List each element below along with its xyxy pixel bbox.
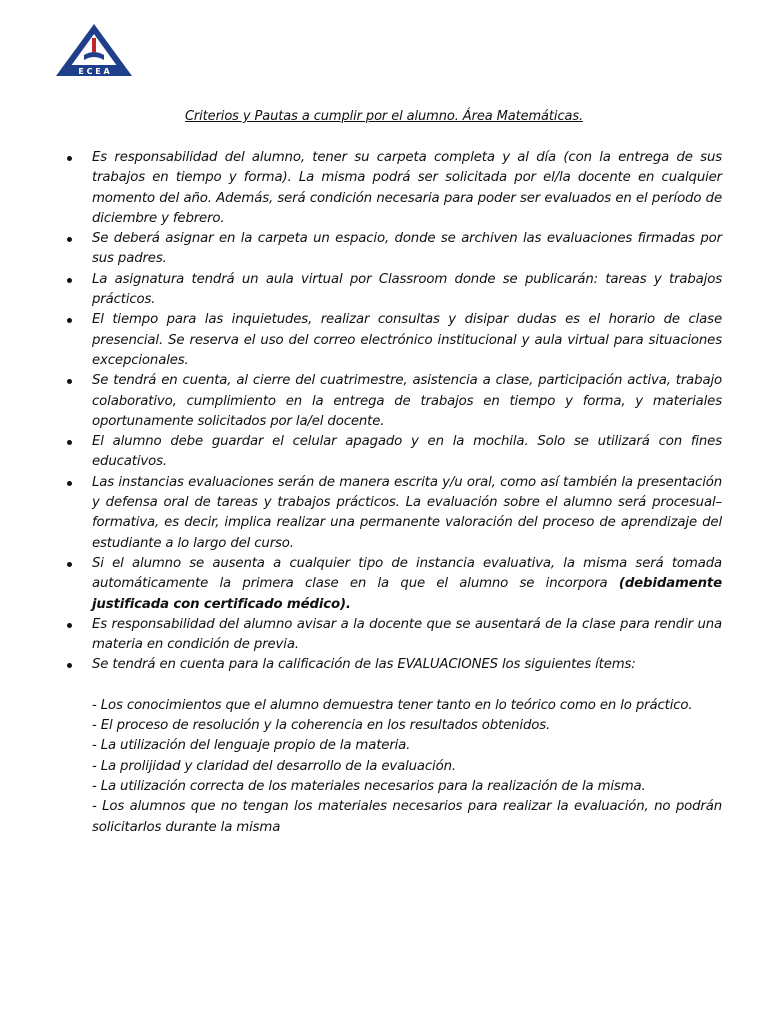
bullet-icon	[67, 156, 72, 161]
list-item	[66, 310, 722, 371]
criteria-item: - Los conocimientos que el alumno demuestra tener tanto en lo teórico como en lo práctico.	[92, 697, 693, 713]
spacer	[66, 676, 722, 696]
list-item	[66, 229, 722, 270]
list-item-text: Las instancias evaluaciones serán de manera escrita y/u oral, como así también la presentación y defensa oral de tareas y trabajos prácticos. La evaluación sobre el alumno será procesual–formativa, es decir, implica realizar una permanente valoración del proceso de aprendizaje del estudiante a lo largo del curso.	[92, 474, 722, 551]
ecea-triangle-icon	[54, 22, 134, 78]
list-item-text-regular: Si el alumno se ausenta a cualquier tipo de instancia evaluativa, la misma será tomada automáticamente la primera clase en la que el alumno se incorpora	[92, 555, 722, 592]
list-item	[66, 615, 722, 656]
school-logo	[54, 22, 134, 78]
bullet-icon	[67, 379, 72, 384]
criteria-item: - Los alumnos que no tengan los materiales necesarios para realizar la evaluación, no podrán solicitarlos durante la misma	[92, 799, 722, 835]
document-body	[66, 148, 722, 838]
list-item-text: Se deberá asignar en la carpeta un espacio, donde se archiven las evaluaciones firmadas por sus padres.	[92, 231, 722, 267]
list-item	[66, 270, 722, 311]
rules-list	[66, 148, 722, 676]
list-item	[66, 473, 722, 554]
list-item	[66, 371, 722, 432]
evaluation-criteria	[66, 696, 722, 838]
list-item-text: Se tendrá en cuenta, al cierre del cuatrimestre, asistencia a clase, participación activa, trabajo colaborativo, cumplimiento en la entrega de trabajos en tiempo y forma, y materiales oportunamente solicitados por la/el docente.	[92, 373, 722, 429]
list-item	[66, 432, 722, 473]
criteria-item: - El proceso de resolución y la coherencia en los resultados obtenidos.	[92, 718, 551, 734]
bullet-icon	[67, 623, 72, 628]
bullet-icon	[67, 481, 72, 486]
page-title: Criterios y Pautas a cumplir por el alumno. Área Matemáticas.	[184, 109, 584, 124]
bullet-icon	[67, 562, 72, 567]
list-item-text: El tiempo para las inquietudes, realizar consultas y disipar dudas es el horario de clase presencial. Se reserva el uso del correo electrónico institucional y aula virtual para situaciones excepcionales.	[92, 312, 722, 368]
list-item	[66, 655, 722, 675]
criteria-item: - La utilización correcta de los materiales necesarios para la realización de la misma.	[92, 778, 646, 794]
list-item-text: El alumno debe guardar el celular apagado y en la mochila. Solo se utilizará con fines educativos.	[92, 434, 722, 470]
bullet-icon	[67, 237, 72, 242]
list-item-text: La asignatura tendrá un aula virtual por Classroom donde se publicarán: tareas y trabajos prácticos.	[92, 271, 722, 308]
list-item	[66, 148, 722, 229]
list-item-text: Es responsabilidad del alumno, tener su carpeta completa y al día (con la entrega de sus trabajos en tiempo y forma). La misma podrá ser solicitada por el/la docente en cualquier momento del año. Además, será condición necesaria para poder ser evaluados en el período de diciembre y febrero.	[92, 150, 722, 226]
bullet-icon	[67, 318, 72, 323]
criteria-item: - La utilización del lenguaje propio de la materia.	[92, 738, 411, 754]
bullet-icon	[67, 278, 72, 283]
list-item-text: Se tendrá en cuenta para la calificación de las EVALUACIONES los siguientes ítems:	[92, 657, 636, 673]
list-item-text-bold: (debidamente justificada con certificado médico).	[92, 576, 722, 612]
bullet-icon	[67, 663, 72, 668]
list-item	[66, 554, 722, 615]
list-item-text	[92, 556, 722, 612]
logo-text: E C E A	[78, 67, 110, 76]
list-item-text: Es responsabilidad del alumno avisar a la docente que se ausentará de la clase para rendir una materia en condición de previa.	[92, 616, 722, 653]
criteria-item: - La prolijidad y claridad del desarrollo de la evaluación.	[92, 758, 456, 774]
bullet-icon	[67, 440, 72, 445]
